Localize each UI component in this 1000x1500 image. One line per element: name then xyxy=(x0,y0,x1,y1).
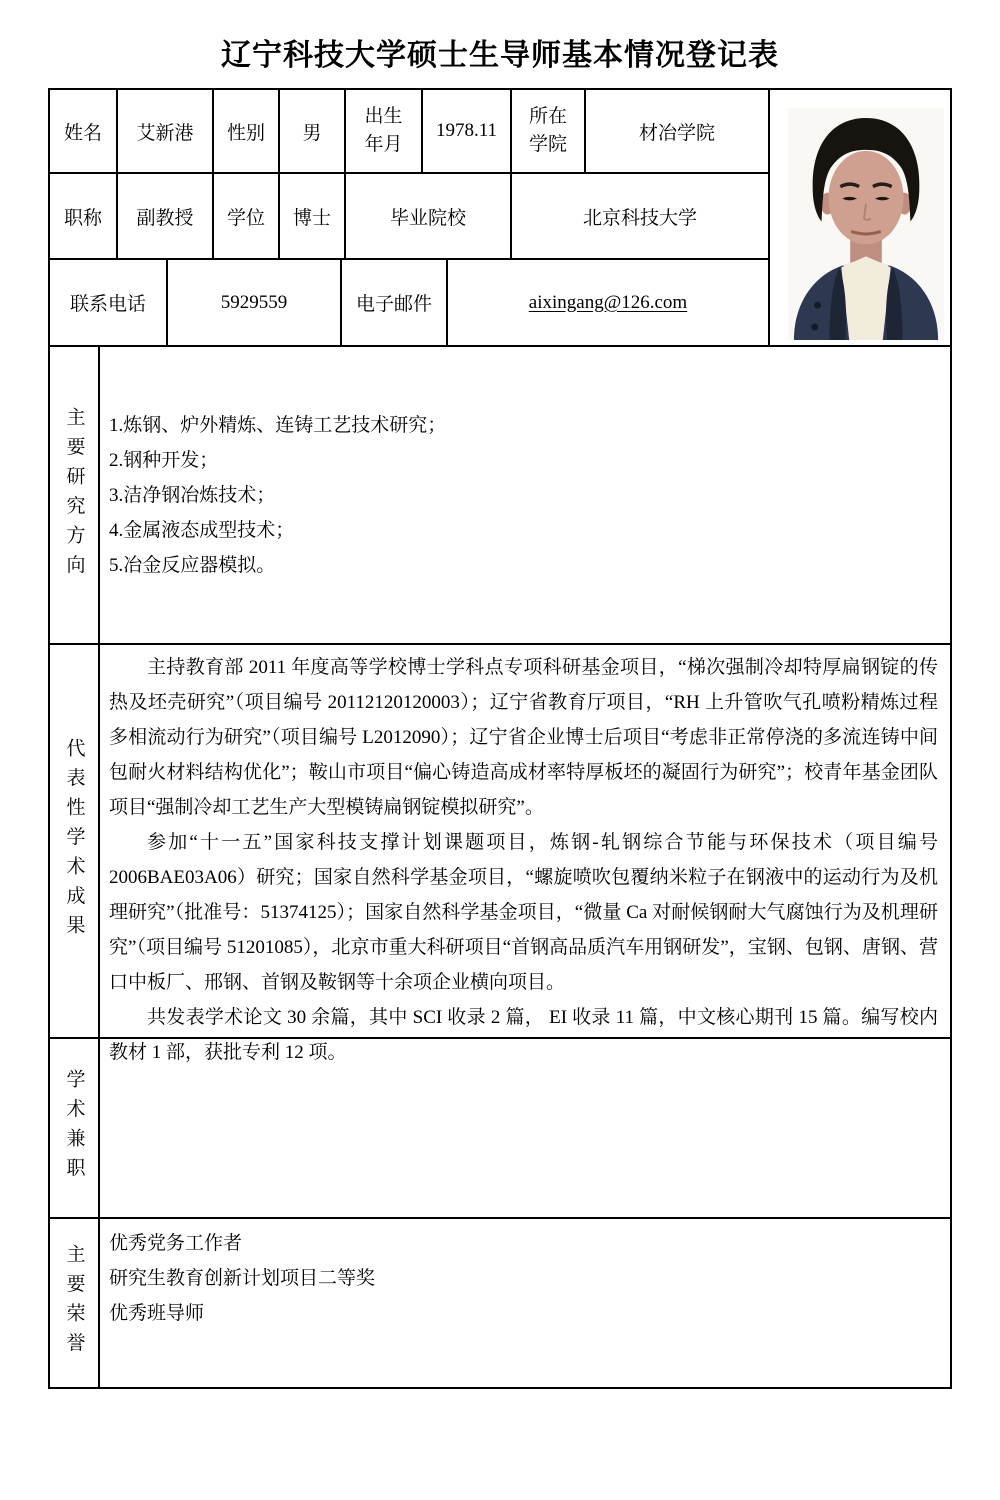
info-row-3 xyxy=(50,260,768,345)
section-positions xyxy=(50,1039,950,1219)
section-research-label: 主要研究方向 xyxy=(50,347,100,643)
honors-list xyxy=(100,1219,950,1387)
honor-item: 研究生教育创新计划项目二等奖 xyxy=(109,1268,376,1289)
college-value: 材冶学院 xyxy=(638,122,715,144)
birth-label: 出生年月 xyxy=(346,90,423,172)
honor-item: 优秀班导师 xyxy=(109,1303,205,1324)
info-row-1 xyxy=(50,90,768,174)
section-positions-label: 学术兼职 xyxy=(50,1039,100,1217)
portrait-photo-illustration xyxy=(788,108,944,340)
phone-value: 5929559 xyxy=(168,260,342,345)
degree-label: 学位 xyxy=(214,174,280,258)
school-value: 北京科技大学 xyxy=(582,207,697,229)
registration-form-table xyxy=(48,88,952,1389)
section-honors-label: 主要荣誉 xyxy=(50,1219,100,1387)
title-label: 职称 xyxy=(50,174,118,258)
section-research xyxy=(50,347,950,645)
name-label: 姓名 xyxy=(50,90,118,172)
research-item: 4.金属液态成型技术； xyxy=(109,519,295,541)
degree-value: 博士 xyxy=(280,174,346,258)
school-label: 毕业院校 xyxy=(346,174,512,258)
basic-info-block xyxy=(50,90,950,347)
gender-label: 性别 xyxy=(214,90,280,172)
honor-item: 优秀党务工作者 xyxy=(109,1233,243,1254)
achievement-paragraph: 共发表学术论文 30 余篇，其中 SCI 收录 2 篇， EI 收录 11 篇，中文核心期刊 15 篇。编写校内教材 1 部，获批专利 12 项。 xyxy=(109,1007,938,1063)
research-list xyxy=(100,347,950,643)
name-value: 艾新港 xyxy=(118,90,214,172)
research-item: 3.洁净钢冶炼技术； xyxy=(109,484,276,506)
basic-info-grid xyxy=(50,90,768,345)
portrait-photo xyxy=(788,108,944,340)
title-value: 副教授 xyxy=(118,174,214,258)
section-honors xyxy=(50,1219,950,1387)
info-row-2 xyxy=(50,174,768,260)
gender-value: 男 xyxy=(280,90,346,172)
birth-value: 1978.11 xyxy=(423,90,512,172)
research-item: 1.炼钢、炉外精炼、连铸工艺技术研究； xyxy=(109,414,447,436)
research-item: 5.冶金反应器模拟。 xyxy=(109,554,276,576)
section-achievements xyxy=(50,645,950,1063)
email-label: 电子邮件 xyxy=(342,260,448,345)
page-title: 辽宁科技大学硕士生导师基本情况登记表 xyxy=(221,39,779,72)
achievements-paragraphs xyxy=(100,645,950,1063)
achievement-paragraph: 主持教育部 2011 年度高等学校博士学科点专项科研基金项目，“梯次强制冷却特厚扁钢锭的传热及坯壳研究”（项目编号 20112120120003）；辽宁省教育厅项目，“RH 上升管吹气孔喷粉精炼过程多相流动行为研究”（项目编号 L2012090）；辽宁省企业博士后项目“考虑非正常停浇的多流连铸中间包耐火材料结构优化”；鞍山市项目“偏心铸造高成材率特厚板坯的凝固行为研究”；校青年基金团队项目“强制冷却工艺生产大型模铸扁钢锭模拟研究”。 xyxy=(109,657,938,818)
phone-label: 联系电话 xyxy=(50,260,168,345)
college-label: 所在学院 xyxy=(512,90,586,172)
achievement-paragraph: 参加“十一五”国家科技支撑计划课题项目，炼钢-轧钢综合节能与环保技术（项目编号 2006BAE03A06）研究；国家自然科学基金项目，“螺旋喷吹包覆纳米粒子在钢液中的运动行为及机理研究”（批准号：51374125）；国家自然科学基金项目，“微量 Ca 对耐候钢耐大气腐蚀行为及机理研究”（项目编号 51201085），北京市重大科研项目“首钢高品质汽车用钢研发”，宝钢、包钢、唐钢、营口中板厂、邢钢、首钢及鞍钢等十余项企业横向项目。 xyxy=(109,832,938,993)
positions-content xyxy=(100,1039,950,1217)
email-value-cell xyxy=(448,260,768,345)
email-value: aixingang@126.com xyxy=(528,291,688,313)
photo-cell xyxy=(768,90,950,345)
section-achievements-label: 代表性学术成果 xyxy=(50,645,100,1037)
research-item: 2.钢种开发； xyxy=(109,449,219,471)
